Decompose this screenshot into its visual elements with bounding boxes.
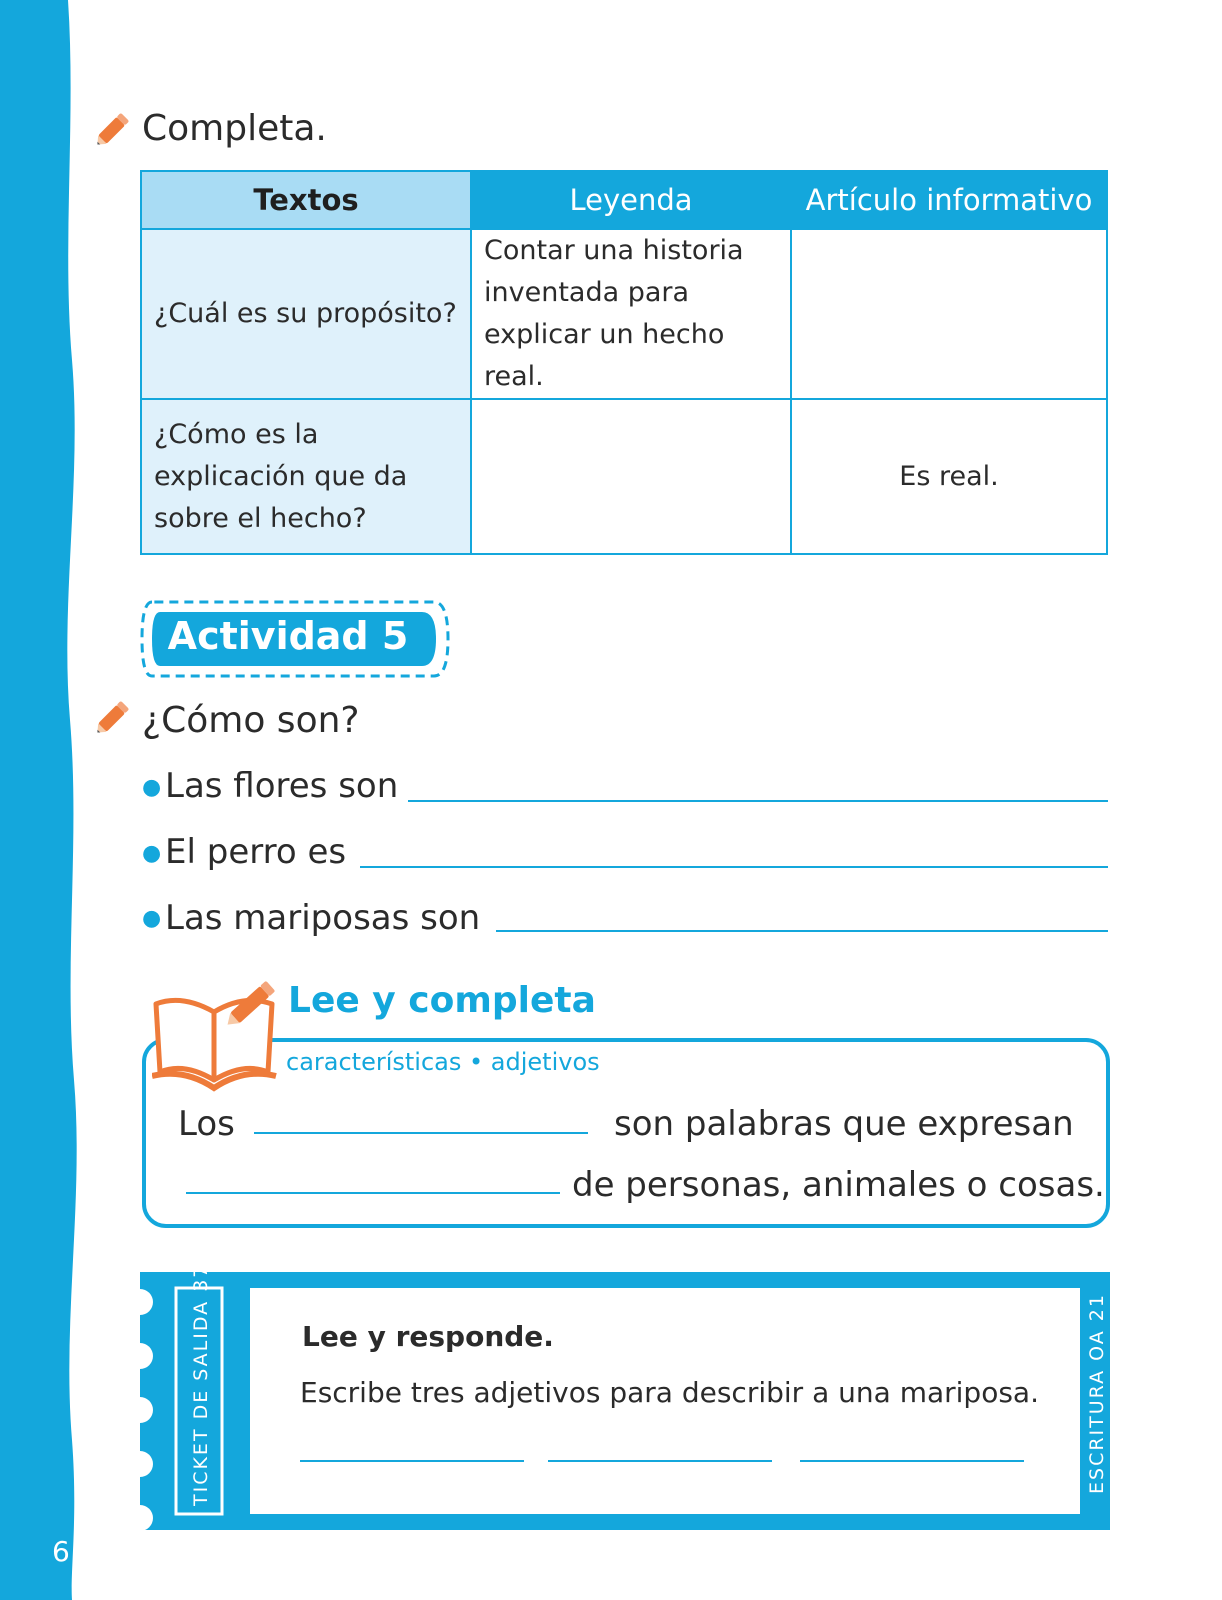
comparison-table [140,170,1106,543]
instruction-como-son: ¿Cómo son? [142,700,360,741]
answer-cell-blank[interactable] [791,229,1107,399]
bullet-icon: ● [142,775,162,800]
ticket-subject-label: ESCRITURA OA 21 [1086,1293,1108,1494]
page-number: 6 [52,1535,70,1568]
answer-cell: Es real. [791,399,1107,554]
word-bank: características • adjetivos [286,1048,600,1076]
table-header: Textos [141,171,471,229]
fill-blank-line[interactable] [186,1192,560,1194]
table-row [141,229,1107,399]
sentence-prompt: El perro es [165,832,347,872]
table-header: Artículo informativo [791,171,1107,229]
sentence-start: Los [178,1104,235,1144]
answer-line[interactable] [360,866,1108,868]
activity-label: Actividad 5 [167,614,409,658]
table-header: Leyenda [471,171,791,229]
book-pencil-icon [152,976,292,1094]
pencil-icon [90,106,136,152]
sentence-prompt: Las flores son [165,766,399,806]
ticket-answer-line[interactable] [548,1460,772,1462]
pencil-icon [90,694,136,740]
answer-cell: Contar una historia inventada para explicar un hecho real. [471,229,791,399]
answer-cell-blank[interactable] [471,399,791,554]
sentence-end: de personas, animales o cosas. [572,1165,1105,1205]
ticket-answer-line[interactable] [800,1460,1024,1462]
lee-completa-title: Lee y completa [288,980,596,1021]
table-header-row [141,171,1107,229]
question-cell: ¿Cómo es la explicación que da sobre el hecho? [141,399,471,554]
ticket-question: Escribe tres adjetivos para describir a una mariposa. [300,1376,1039,1409]
instruction-completa: Completa. [142,108,327,149]
sentence-middle: son palabras que expresan [614,1104,1074,1144]
answer-line[interactable] [496,930,1108,932]
table-row [141,399,1107,554]
question-cell: ¿Cuál es su propósito? [141,229,471,399]
ticket-answer-line[interactable] [300,1460,524,1462]
sentence-prompt: Las mariposas son [165,898,481,938]
bullet-icon: ● [142,841,162,866]
fill-blank-line[interactable] [254,1132,588,1134]
ticket-title: Lee y responde. [302,1320,554,1353]
left-decorative-band [0,0,90,1600]
bullet-icon: ● [142,906,162,931]
ticket-side-label: TICKET DE SALIDA 37 [190,1263,212,1506]
answer-line[interactable] [408,800,1108,802]
